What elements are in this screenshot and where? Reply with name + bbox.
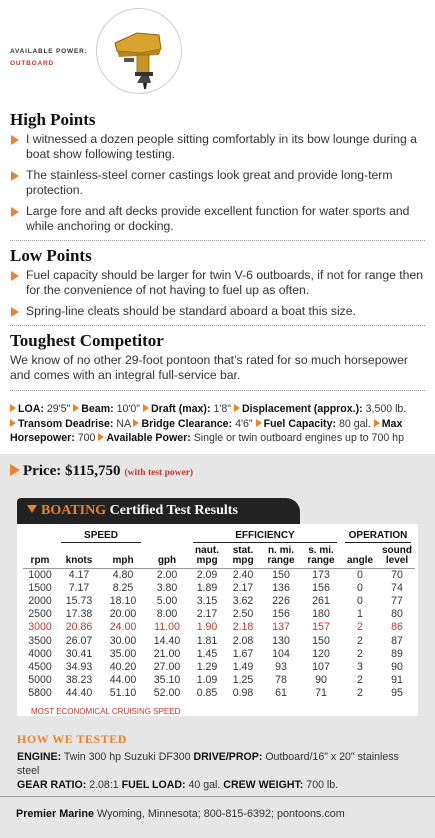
how-we-tested-title: HOW WE TESTED — [17, 731, 127, 746]
table-cell: 4.80 — [112, 568, 134, 581]
table-cell: 86 — [391, 621, 403, 634]
list-item-text: The stainless-steel corner castings look great and provide long-term protection. — [26, 168, 393, 197]
spec-label: Transom Deadrise: — [18, 417, 114, 430]
crew-value: 700 lb. — [306, 778, 339, 791]
how-we-tested — [17, 732, 422, 792]
chevron-down-icon — [27, 505, 37, 513]
spec-label: Max Horsepower: — [10, 417, 403, 444]
table-cell: 0.85 — [196, 687, 218, 700]
table-cell: 24.00 — [109, 621, 137, 634]
table-row — [23, 648, 415, 661]
economy-note: MOST ECONOMICAL CRUISING SPEED — [31, 706, 181, 716]
table-row — [23, 568, 415, 582]
table-cell: 0 — [357, 568, 363, 581]
table-cell: 1.67 — [232, 647, 254, 660]
table-cell: 44.00 — [109, 674, 137, 687]
bullet-arrow-icon — [11, 207, 19, 217]
table-cell: 77 — [391, 594, 403, 607]
table-cell: 180 — [312, 608, 330, 621]
table-cell: 1.45 — [196, 647, 218, 660]
manufacturer-footer — [0, 796, 435, 831]
table-cell: 1.81 — [196, 634, 218, 647]
table-cell: 1.90 — [196, 621, 218, 634]
table-cell: 3.62 — [232, 594, 254, 607]
table-cell: 150 — [272, 568, 290, 581]
spec-value: 29'5" — [46, 403, 71, 415]
bullet-arrow-icon — [11, 271, 19, 281]
table-cell: 70 — [391, 568, 403, 581]
table-cell: 2000 — [28, 594, 52, 607]
table-cell: 157 — [312, 621, 330, 634]
available-power — [10, 46, 88, 70]
table-cell: 1000 — [28, 568, 52, 581]
how-we-tested-text — [17, 750, 422, 792]
table-cell: 156 — [312, 581, 330, 594]
drive-label: DRIVE/PROP: — [193, 750, 263, 763]
list-item-text: Large fore and aft decks provide excellent function for water sports and while anchoring or docking. — [26, 204, 410, 233]
table-cell: 34.93 — [65, 660, 93, 673]
table-cell: 173 — [312, 568, 330, 581]
spec-value: 700 — [77, 432, 96, 444]
table-cell: 226 — [272, 594, 290, 607]
table-cell: 20.00 — [109, 608, 137, 621]
spec-label: Beam: — [81, 403, 114, 415]
specs-block — [0, 396, 435, 446]
table-cell: 5.00 — [156, 594, 178, 607]
gear-value: 2.08:1 — [89, 778, 119, 791]
table-cell: 52.00 — [153, 687, 181, 700]
table-cell: 0.98 — [232, 687, 254, 700]
bullet-arrow-icon — [73, 404, 79, 412]
table-cell: 1.89 — [196, 581, 218, 594]
divider — [10, 390, 425, 391]
table-cell: 18.10 — [109, 594, 137, 607]
bullet-arrow-icon — [11, 171, 19, 181]
divider — [10, 325, 425, 326]
table-cell: 80 — [391, 608, 403, 621]
table-cell: 2.17 — [196, 608, 218, 621]
col-header: rpm — [30, 554, 50, 566]
competitor-text: We know of no other 29-foot pontoon that’s rated for so much horsepower and comes with an integral full-service bar. — [10, 353, 408, 382]
table-row — [23, 635, 415, 648]
list-item-text: Fuel capacity should be larger for twin V-6 outboards, if not for range then for the convenience of not having to fuel up as often. — [26, 268, 423, 297]
bullet-arrow-icon — [133, 419, 139, 427]
table-cell: 3000 — [28, 621, 52, 634]
available-power-value: OUTBOARD — [10, 60, 54, 67]
table-cell: 11.00 — [154, 621, 180, 634]
table-row — [23, 674, 415, 687]
list-item — [10, 304, 425, 319]
table-cell: 3 — [357, 660, 363, 673]
high-points-list — [10, 132, 425, 234]
table-cell: 7.17 — [68, 581, 90, 594]
col-header: mph — [112, 554, 134, 566]
table-cell: 2.18 — [232, 621, 254, 634]
group-speed: SPEED — [61, 530, 141, 543]
table-cell: 93 — [275, 660, 287, 673]
gear-label: GEAR RATIO: — [17, 778, 87, 791]
col-header: s. mi. range — [307, 544, 335, 566]
bullet-arrow-icon — [11, 307, 19, 317]
table-cell: 2 — [357, 634, 363, 647]
table-row — [23, 608, 415, 621]
table-cell: 17.38 — [65, 608, 93, 621]
col-header: knots — [65, 554, 93, 566]
table-cell: 8.25 — [112, 581, 134, 594]
table-column-header — [23, 543, 415, 569]
table-cell: 0 — [357, 594, 363, 607]
table-cell: 2 — [357, 687, 363, 700]
group-operation: OPERATION — [345, 530, 411, 543]
engine-value: Twin 300 hp Suzuki DF300 — [63, 750, 191, 763]
group-efficiency: EFFICIENCY — [193, 530, 337, 543]
results-body — [23, 568, 415, 701]
bullet-arrow-icon — [256, 419, 262, 427]
table-group-header — [23, 524, 415, 543]
col-header: angle — [346, 554, 374, 566]
spec-value: NA — [116, 417, 131, 430]
list-item — [10, 132, 425, 162]
table-cell: 2 — [357, 647, 363, 660]
table-cell: 61 — [275, 687, 287, 700]
table-cell: 14.40 — [153, 634, 181, 647]
table-cell: 2500 — [28, 608, 52, 621]
table-cell: 2.40 — [232, 568, 254, 581]
table-cell: 1500 — [28, 581, 52, 594]
drive-value: Outboard/16" x 20" stainless steel — [17, 750, 399, 777]
col-header: naut. mpg — [195, 544, 219, 566]
table-cell: 2.00 — [156, 568, 178, 581]
table-cell: 35.00 — [109, 647, 137, 660]
fuel-value: 40 gal. — [188, 778, 221, 791]
table-cell: 2 — [357, 674, 363, 687]
table-cell: 1 — [357, 608, 363, 621]
engine-label: ENGINE: — [17, 750, 62, 763]
table-cell: 35.10 — [153, 674, 181, 687]
fuel-label: FUEL LOAD: — [121, 778, 186, 791]
spec-label: LOA: — [18, 403, 44, 415]
table-cell: 91 — [391, 674, 403, 687]
table-cell: 3.80 — [156, 581, 178, 594]
table-cell: 5000 — [28, 674, 52, 687]
table-cell: 20.86 — [65, 621, 93, 634]
bullet-arrow-icon — [11, 135, 19, 145]
table-cell: 5800 — [28, 687, 52, 700]
spec-label: Displacement (approx.): — [241, 403, 363, 415]
bullet-arrow-icon — [98, 433, 104, 441]
table-cell: 26.07 — [65, 634, 93, 647]
table-cell: 4500 — [28, 660, 52, 673]
table-cell: 2.17 — [232, 581, 254, 594]
table-cell: 137 — [272, 621, 290, 634]
col-header: gph — [157, 554, 177, 566]
table-cell: 4000 — [28, 647, 52, 660]
spec-value: 3,500 lb. — [365, 403, 407, 415]
results-brand: BOATING — [41, 502, 107, 518]
table-cell: 90 — [391, 660, 403, 673]
table-cell: 156 — [272, 608, 290, 621]
results-table — [23, 524, 415, 701]
bullet-arrow-icon — [143, 404, 149, 412]
table-row — [23, 582, 415, 595]
table-cell: 30.41 — [65, 647, 93, 660]
spec-value: 80 gal. — [338, 417, 371, 430]
spec-value: 4'6" — [235, 417, 253, 430]
low-points-list — [10, 268, 425, 319]
manufacturer-details: Wyoming, Minnesota; 800-815-6392; pontoons.com — [97, 808, 345, 820]
outboard-motor-icon — [96, 8, 182, 94]
table-cell: 89 — [391, 647, 403, 660]
table-cell: 1.25 — [232, 674, 254, 687]
table-cell: 1.49 — [232, 660, 254, 673]
spec-value: Single or twin outboard engines up to 700 hp — [193, 432, 404, 444]
table-cell: 38.23 — [65, 674, 93, 687]
table-cell: 95 — [391, 687, 403, 700]
price-arrow-icon — [10, 464, 20, 476]
bullet-arrow-icon — [10, 419, 16, 427]
spec-label: Fuel Capacity: — [263, 417, 337, 430]
col-header: sound level — [382, 544, 412, 566]
list-item — [10, 268, 425, 298]
spec-label: Bridge Clearance: — [141, 417, 233, 430]
results-title — [17, 498, 300, 524]
divider — [10, 240, 425, 241]
bullet-arrow-icon — [234, 404, 240, 412]
table-cell: 71 — [315, 687, 327, 700]
table-cell: 0 — [357, 581, 363, 594]
table-cell: 2.09 — [196, 568, 218, 581]
table-cell: 3.15 — [196, 594, 218, 607]
table-row — [23, 595, 415, 608]
table-cell: 90 — [315, 674, 327, 687]
table-cell: 27.00 — [153, 660, 181, 673]
table-cell: 3500 — [28, 634, 52, 647]
table-cell: 107 — [312, 660, 330, 673]
price-label: Price: $115,750 — [23, 462, 121, 479]
table-cell: 4.17 — [68, 568, 90, 581]
low-points-title: Low Points — [10, 246, 92, 265]
table-cell: 1.29 — [196, 660, 218, 673]
spec-value: 1'8" — [213, 403, 232, 415]
crew-label: CREW WEIGHT: — [223, 778, 304, 791]
table-cell: 21.00 — [153, 647, 181, 660]
table-cell: 104 — [272, 647, 290, 660]
spec-label: Available Power: — [106, 432, 191, 444]
table-cell: 2.50 — [232, 608, 254, 621]
table-cell: 8.00 — [156, 608, 178, 621]
col-header: stat. mpg — [232, 544, 254, 566]
table-row — [23, 621, 415, 634]
table-cell: 74 — [391, 581, 403, 594]
manufacturer-name: Premier Marine — [16, 808, 95, 820]
list-item-text: Spring-line cleats should be standard aboard a boat this size. — [26, 304, 356, 318]
table-cell: 2 — [357, 621, 363, 634]
price-bar — [0, 454, 435, 486]
spec-label: Draft (max): — [151, 403, 211, 415]
header-area — [0, 0, 435, 108]
table-row — [23, 687, 415, 700]
table-cell: 261 — [312, 594, 330, 607]
table-row — [23, 661, 415, 674]
results-title-text: Certified Test Results — [109, 502, 238, 518]
list-item — [10, 204, 425, 234]
table-cell: 40.20 — [109, 660, 137, 673]
available-power-label: AVAILABLE POWER: — [10, 48, 88, 55]
table-cell: 2.08 — [232, 634, 254, 647]
competitor-title: Toughest Competitor — [10, 331, 164, 350]
spec-value: 10'0" — [116, 403, 141, 415]
price-note: (with test power) — [124, 467, 194, 478]
table-cell: 78 — [275, 674, 287, 687]
table-cell: 1.09 — [196, 674, 218, 687]
table-cell: 136 — [272, 581, 290, 594]
col-header: n. mi. range — [267, 544, 295, 566]
high-points-title: High Points — [10, 110, 96, 129]
bullet-arrow-icon — [10, 404, 16, 412]
competitor-section — [0, 331, 435, 383]
list-item-text: I witnessed a dozen people sitting comfortably in its bow lounge during a boat show following testing. — [26, 132, 417, 161]
table-cell: 44.40 — [65, 687, 93, 700]
low-points-section — [0, 246, 435, 319]
results-table-box — [17, 524, 418, 716]
table-cell: 15.73 — [65, 594, 93, 607]
table-cell: 30.00 — [109, 634, 137, 647]
high-points-section — [0, 110, 435, 234]
table-cell: 87 — [391, 634, 403, 647]
table-cell: 120 — [312, 647, 330, 660]
table-cell: 150 — [312, 634, 330, 647]
table-cell: 51.10 — [109, 687, 137, 700]
bullet-arrow-icon — [374, 419, 380, 427]
test-results-panel — [0, 486, 435, 838]
table-cell: 130 — [272, 634, 290, 647]
list-item — [10, 168, 425, 198]
